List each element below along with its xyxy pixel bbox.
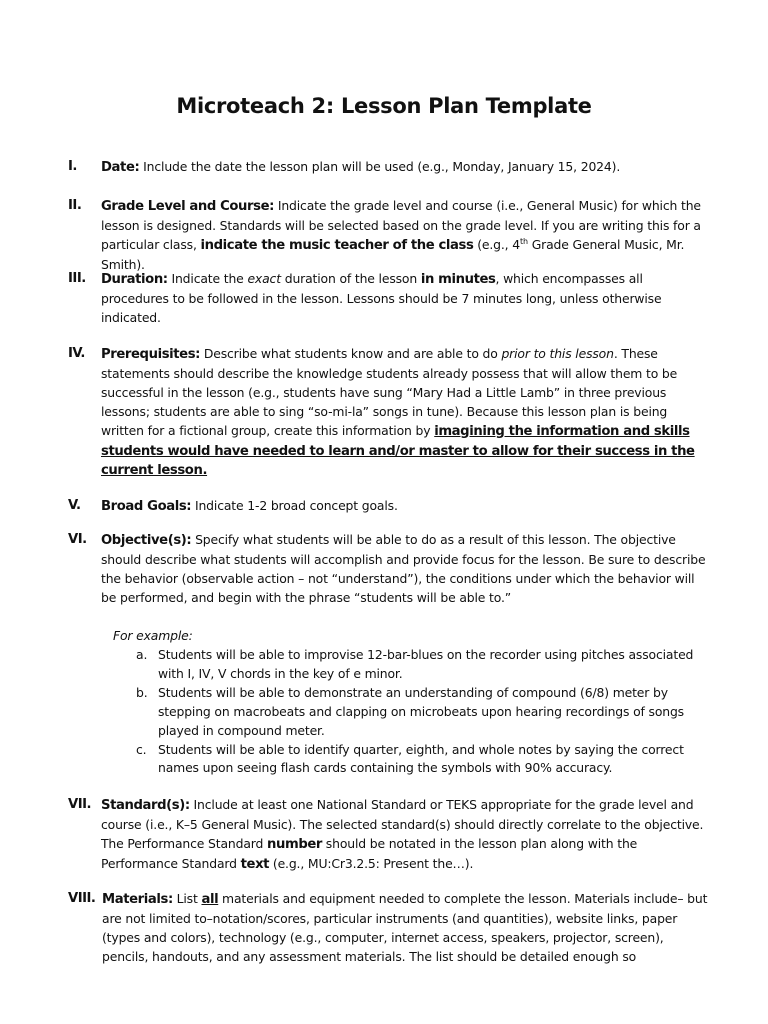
section-broad-goals [68, 497, 708, 517]
section-label: Date: [101, 160, 140, 175]
italic-text: exact [247, 271, 281, 286]
section-standards [68, 796, 708, 875]
section-text: Include at least one National Standard or TEKS appropriate for the grade level and course (i.e., K–5 General Music). The selected standard(s) should directly correlate to the objective. The Performance Standard [101, 797, 704, 851]
section-objectives [68, 531, 708, 608]
list-item [136, 684, 708, 741]
section-body [101, 197, 708, 275]
section-text: should be notated in the lesson plan along with the Performance Standard [101, 835, 638, 871]
section-label: Duration: [101, 272, 168, 287]
section-text: Describe what students know and are able to do [200, 346, 502, 361]
section-materials [68, 890, 708, 967]
underlined-emphasis-text: imagining the information and skills students would have needed to learn and/or master to allow for their success in the current lesson. [101, 423, 695, 479]
section-text: (e.g., MU:Cr3.2.5: Present the…). [269, 855, 474, 871]
example-label: For example: [113, 628, 193, 643]
list-item [136, 646, 708, 684]
section-duration [68, 270, 708, 328]
emphasis-text: text [240, 856, 270, 872]
section-label: Prerequisites: [101, 347, 201, 362]
page-title: Microteach 2: Lesson Plan Template [176, 94, 592, 118]
section-number: II. [68, 198, 82, 213]
list-marker: a. [136, 647, 148, 662]
section-number: VI. [68, 532, 87, 547]
section-label: Broad Goals: [101, 499, 192, 514]
section-body [101, 270, 708, 328]
section-number: III. [68, 271, 86, 286]
section-label: Grade Level and Course: [101, 199, 275, 214]
section-label: Standard(s): [101, 798, 190, 813]
section-date [68, 158, 708, 178]
section-body [101, 158, 708, 178]
section-number: VIII. [68, 891, 96, 906]
list-item [136, 741, 708, 779]
section-text: Indicate 1-2 broad concept goals. [191, 498, 398, 513]
section-text: materials and equipment needed to complete the lesson. Materials include– but are not limited to–notation/scores, particular instruments (and quantities), website links, paper (types and colors), technology (e.g., computer, internet access, speakers, projector, screen), pencils, handouts, and any assessment materials. The list should be detailed enough so [102, 891, 708, 964]
section-text: List [172, 891, 202, 906]
section-body [101, 345, 708, 481]
section-body [101, 796, 708, 875]
section-number: VII. [68, 797, 92, 812]
section-body [101, 497, 708, 517]
section-text: , which encompasses all procedures to be followed in the lesson. Lessons should be 7 minutes long, unless otherwise indicated. [101, 271, 662, 325]
section-text: Grade General Music, Mr. Smith). [101, 236, 685, 272]
emphasis-text: in minutes [420, 272, 496, 287]
section-body [102, 890, 708, 967]
section-number: V. [68, 498, 81, 513]
list-item-text: Students will be able to improvise 12-bar-blues on the recorder using pitches associated with I, IV, V chords in the key of e minor. [158, 647, 694, 681]
section-label: Objective(s): [101, 533, 192, 548]
section-grade-level [68, 197, 708, 275]
section-text: Indicate the [167, 271, 248, 286]
list-item-text: Students will be able to demonstrate an understanding of compound (6/8) meter by stepping on macrobeats and clapping on microbeats upon hearing recordings of songs played in compound meter. [158, 684, 684, 738]
example-list [136, 646, 708, 778]
section-body [101, 531, 708, 608]
section-label: Materials: [102, 892, 173, 907]
section-text: Include the date the lesson plan will be used (e.g., Monday, January 15, 2024). [139, 159, 621, 174]
emphasis-text: indicate the music teacher of the class [200, 237, 474, 253]
section-text: Specify what students will be able to do as a result of this lesson. The objective should describe what students will accomplish and provide focus for the lesson. Be sure to describe the behavior (observable action – not “understand”), the conditions under which the behavior will be performed, and begin with the phrase “students will be able to.” [101, 532, 706, 605]
section-text: . These statements should describe the knowledge students already possess that will allow them to be successful in the lesson (e.g., students have sung “Mary Had a Little Lamb” in three previous lessons; students are able to sing “so-mi-la” songs in tune). Because this lesson plan is being written for a fictional group, create this information by [101, 346, 678, 438]
underlined-emphasis-text: all [201, 892, 219, 907]
superscript: th [520, 236, 528, 246]
section-prerequisites [68, 345, 708, 481]
list-marker: c. [136, 741, 147, 757]
list-marker: b. [136, 684, 148, 700]
section-text: duration of the lesson [280, 271, 421, 286]
list-item-text: Students will be able to identify quarter, eighth, and whole notes by saying the correct names upon seeing flash cards containing the symbols with 90% accuracy. [158, 741, 684, 776]
section-text: (e.g., 4 [473, 236, 520, 252]
italic-text: prior to this lesson [501, 346, 614, 361]
section-text: Indicate the grade level and course (i.e., General Music) for which the lesson is designed. Standards will be selected based on the grade level. If you are writing this for a particular class, [101, 198, 701, 252]
section-number: IV. [68, 346, 85, 361]
section-number: I. [68, 159, 77, 174]
emphasis-text: number [267, 836, 323, 852]
